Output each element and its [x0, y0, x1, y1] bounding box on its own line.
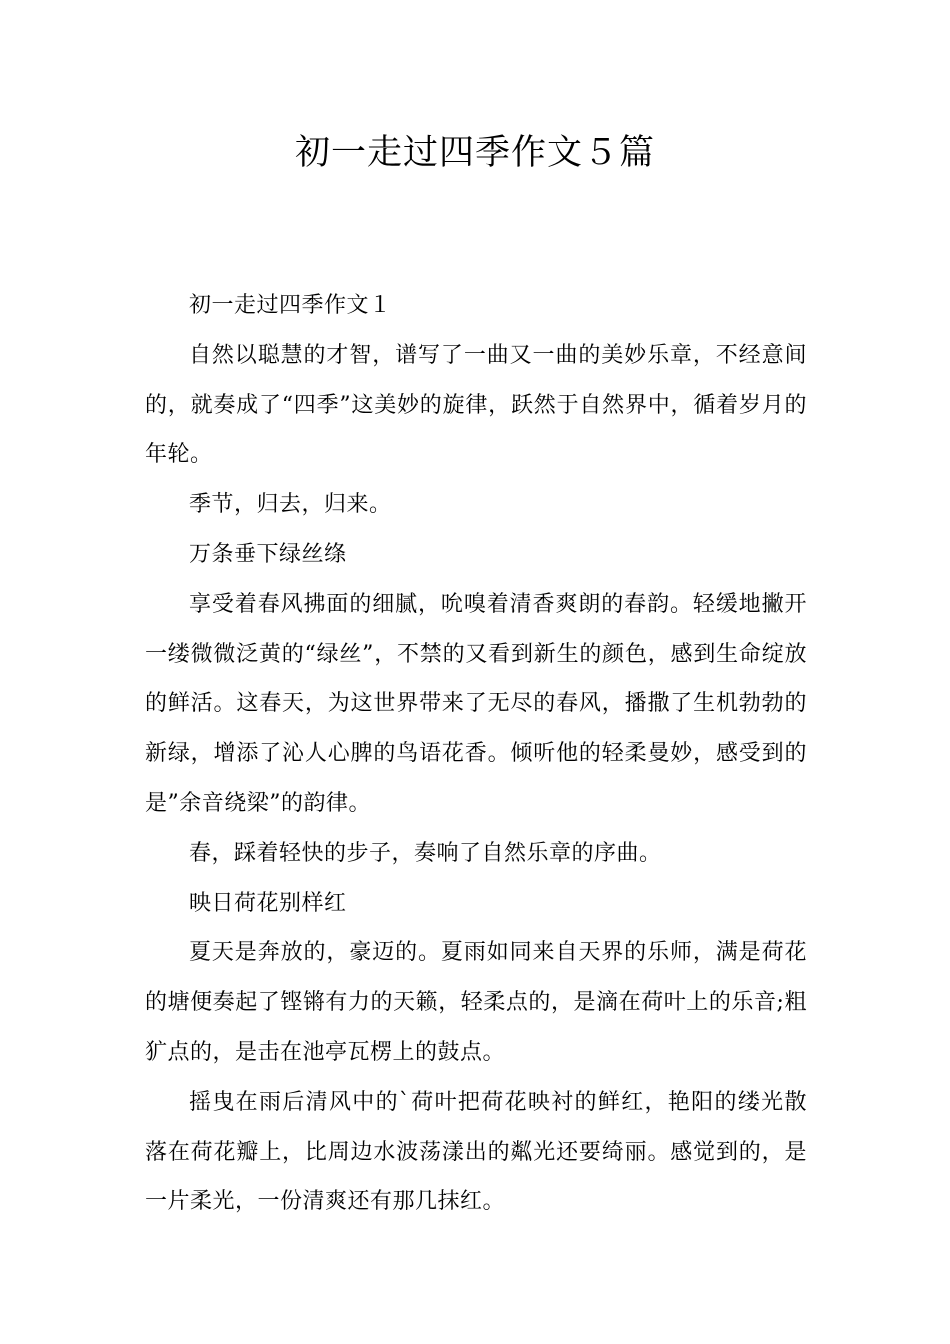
document-title: 初一走过四季作文５篇 — [294, 133, 655, 173]
paragraph: 摇曳在雨后清风中的`荷叶把荷花映衬的鲜红，艳阳的缕光散落在荷花瓣上，比周边水波荡漾出的粼光还要绮丽。感觉到的，是一片柔光，一份清爽还有那几抹红。 — [145, 1089, 807, 1215]
document-body — [145, 281, 807, 1227]
paragraph-section-heading-spring: 万条垂下绿丝绦 — [189, 541, 347, 567]
paragraph: 夏天是奔放的，豪迈的。夏雨如同来自天界的乐师，满是荷花的塘便奏起了铿锵有力的天籁，轻柔点的，是滴在荷叶上的乐音;粗犷点的，是击在池亭瓦楞上的鼓点。 — [145, 940, 807, 1065]
paragraph: 春，踩着轻快的步子，奏响了自然乐章的序曲。 — [189, 840, 662, 866]
paragraph: 自然以聪慧的才智，谱写了一曲又一曲的美妙乐章，不经意间的，就奏成了“四季”这美妙的旋律，跃然于自然界中，循着岁月的年轮。 — [145, 342, 807, 468]
paragraph-section-heading-summer: 映日荷花别样红 — [189, 890, 347, 916]
paragraph: 享受着春风拂面的细腻，吮嗅着清香爽朗的春韵。轻缓地撇开一缕微微泛黄的“绿丝”，不禁的又看到新生的颜色，感到生命绽放的鲜活。这春天，为这世界带来了无尽的春风，播撒了生机勃勃的新绿，增添了沁人心脾的鸟语花香。倾听他的轻柔曼妙，感受到的是”余音绕梁”的韵律。 — [145, 591, 807, 816]
paragraph: 季节，归去，归来。 — [189, 492, 392, 518]
paragraph-essay-heading: 初一走过四季作文１ — [189, 293, 392, 318]
